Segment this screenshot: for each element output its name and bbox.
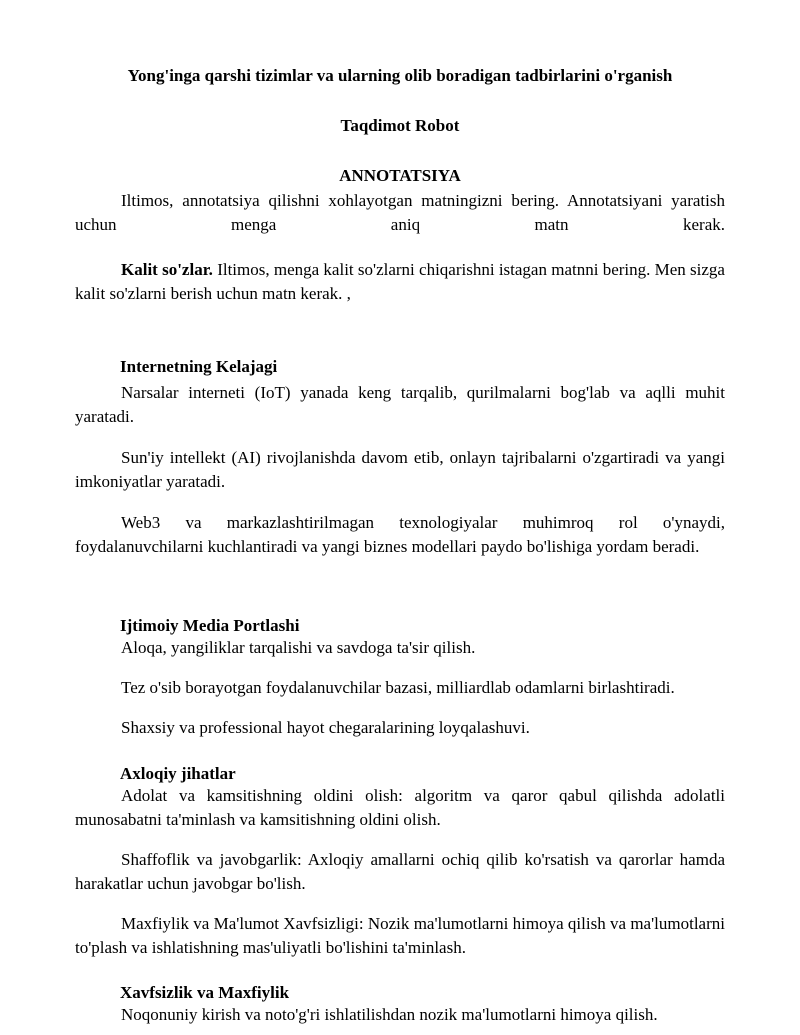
keywords-label: Kalit so'zlar. — [121, 260, 213, 279]
keywords-paragraph — [75, 258, 725, 306]
section-heading-internet-future: Internetning Kelajagi — [120, 357, 278, 376]
section-paragraph: Narsalar interneti (IoT) yanada keng tarqalib, qurilmalarni bog'lab va aqlli muhit yaratadi. — [75, 383, 725, 426]
section-heading-social-media: Ijtimoiy Media Portlashi — [120, 616, 300, 635]
section-paragraph: Adolat va kamsitishning oldini olish: algoritm va qaror qabul qilishda adolatli munosabatni ta'minlash va kamsitishning oldini olish. — [75, 786, 725, 829]
section-paragraph: Noqonuniy kirish va noto'g'ri ishlatilishdan nozik ma'lumotlarni himoya qilish. — [121, 1005, 658, 1024]
document-title: Yong'inga qarshi tizimlar va ularning olib boradigan tadbirlarini o'rganish — [127, 66, 673, 85]
section-paragraph: Shaxsiy va professional hayot chegaralarining loyqalashuvi. — [121, 718, 530, 737]
annotation-paragraph: Iltimos, annotatsiya qilishni xohlayotgan matningizni bering. Annotatsiyani yaratish uchun menga aniq matn kerak. — [75, 191, 725, 234]
document-author: Taqdimot Robot — [340, 116, 460, 135]
section-paragraph: Tez o'sib borayotgan foydalanuvchilar bazasi, milliardlab odamlarni birlashtiradi. — [121, 678, 675, 697]
section-paragraph: Sun'iy intellekt (AI) rivojlanishda davom etib, onlayn tajribalarni o'zgartiradi va yangi imkoniyatlar yaratadi. — [75, 448, 725, 491]
section-paragraph: Maxfiylik va Ma'lumot Xavfsizligi: Nozik ma'lumotlarni himoya qilish va ma'lumotlarni to'plash va ishlatishning mas'uliyatli bo'lishini ta'minlash. — [75, 914, 725, 957]
annotation-heading: ANNOTATSIYA — [339, 166, 461, 185]
section-paragraph: Web3 va markazlashtirilmagan texnologiyalar muhimroq rol o'ynaydi, foydalanuvchilarni kuchlantiradi va yangi biznes modellari paydo bo'lishiga yordam beradi. — [75, 513, 725, 556]
section-heading-security-privacy: Xavfsizlik va Maxfiylik — [120, 983, 290, 1002]
section-paragraph: Aloqa, yangiliklar tarqalishi va savdoga ta'sir qilish. — [121, 638, 476, 657]
section-paragraph: Shaffoflik va javobgarlik: Axloqiy amallarni ochiq qilib ko'rsatish va qarorlar hamda harakatlar uchun javobgar bo'lish. — [75, 850, 725, 893]
keywords-text: Iltimos, menga kalit so'zlarni chiqarishni istagan matnni bering. Men sizga kalit so'zlarni berish uchun matn kerak. , — [75, 260, 725, 303]
section-heading-ethics: Axloqiy jihatlar — [120, 764, 236, 783]
